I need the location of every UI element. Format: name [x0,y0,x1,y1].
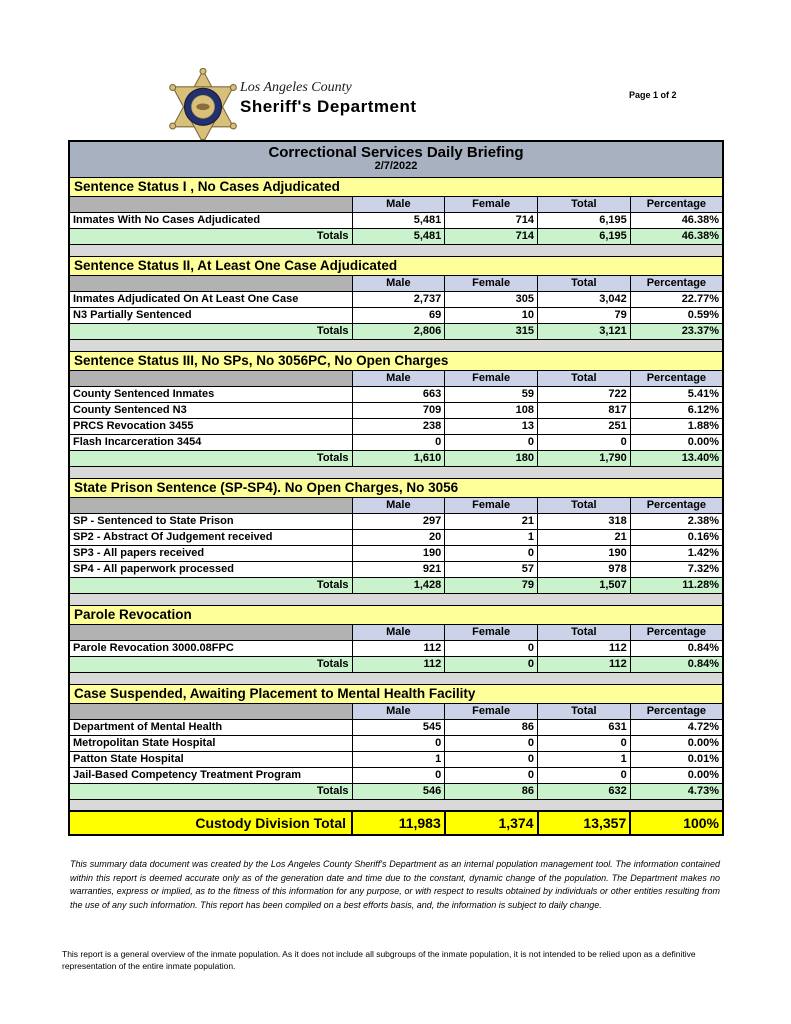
table-row [69,767,723,783]
male-value: 663 [352,386,445,402]
totals-male: 1,428 [352,577,445,593]
female-value: 10 [445,307,538,323]
disclaimer-text: This summary data document was created by the Los Angeles County Sheriff's Department as an internal population management tool. The information contained within this report is deemed accurate only as of the generation date and time due to the constant, dynamic change of the population. The Department makes no warranties, express or implied, as to the fitness of this information for any purpose, or with respect to results obtained by individuals or other entities resulting from the use of any such information. This report has been compiled on a best efforts basis, and, the information is subject to daily change. [70,859,720,910]
total-value: 0 [538,735,631,751]
sheriff-star-badge-icon [166,68,240,150]
female-value: 305 [445,291,538,307]
table-row [69,561,723,577]
section-header-row [69,605,723,624]
column-header-percentage: Percentage [630,370,723,386]
totals-label: Totals [69,656,352,672]
percentage-value: 4.72% [630,719,723,735]
total-value: 1 [538,751,631,767]
table-row [69,719,723,735]
table-row [69,418,723,434]
totals-percentage: 23.37% [630,323,723,339]
total-value: 6,195 [538,212,631,228]
table-row [69,529,723,545]
percentage-value: 1.88% [630,418,723,434]
male-value: 709 [352,402,445,418]
spacer-cell [69,672,723,684]
male-value: 0 [352,767,445,783]
table-row [69,751,723,767]
column-header-total: Total [538,196,631,212]
male-value: 190 [352,545,445,561]
column-header-percentage: Percentage [630,275,723,291]
totals-total: 1,507 [538,577,631,593]
section-spacer [69,799,723,811]
total-value: 0 [538,434,631,450]
totals-total: 112 [538,656,631,672]
percentage-value: 0.59% [630,307,723,323]
male-value: 1 [352,751,445,767]
totals-label: Totals [69,228,352,244]
female-value: 21 [445,513,538,529]
section-spacer [69,466,723,478]
totals-male: 112 [352,656,445,672]
grand-total-percentage: 100% [630,811,723,835]
table-row [69,434,723,450]
row-label: Jail-Based Competency Treatment Program [69,767,352,783]
totals-label: Totals [69,450,352,466]
section-header-row [69,351,723,370]
column-header-female: Female [445,703,538,719]
totals-label: Totals [69,323,352,339]
report-title: Correctional Services Daily Briefing [268,143,524,161]
column-header-male: Male [352,196,445,212]
grand-total-label: Custody Division Total [69,811,352,835]
percentage-value: 0.00% [630,735,723,751]
row-label: County Sentenced N3 [69,402,352,418]
percentage-value: 7.32% [630,561,723,577]
totals-total: 3,121 [538,323,631,339]
column-header-total: Total [538,703,631,719]
column-header-male: Male [352,624,445,640]
total-value: 21 [538,529,631,545]
spacer-cell [69,593,723,605]
title-bar [69,141,723,177]
grand-total-total: 13,357 [538,811,631,835]
total-value: 190 [538,545,631,561]
table-row [69,545,723,561]
male-value: 5,481 [352,212,445,228]
column-header-female: Female [445,370,538,386]
table-row [69,386,723,402]
table-row [69,402,723,418]
totals-total: 6,195 [538,228,631,244]
grand-total-male: 11,983 [352,811,445,835]
title-cell [69,141,723,177]
section-title: Case Suspended, Awaiting Placement to Mental Health Facility [69,684,723,703]
male-value: 545 [352,719,445,735]
column-header-row [69,703,723,719]
male-value: 921 [352,561,445,577]
department-name: Sheriff's Department [240,97,417,116]
grand-total-female: 1,374 [445,811,538,835]
table-row [69,291,723,307]
totals-row [69,783,723,799]
column-spacer [69,196,352,212]
section-header-row [69,256,723,275]
percentage-value: 0.00% [630,767,723,783]
row-label: SP4 - All paperwork processed [69,561,352,577]
male-value: 238 [352,418,445,434]
column-header-percentage: Percentage [630,703,723,719]
column-header-total: Total [538,624,631,640]
column-header-female: Female [445,275,538,291]
spacer-cell [69,799,723,811]
percentage-value: 0.01% [630,751,723,767]
table-row [69,307,723,323]
row-label: Metropolitan State Hospital [69,735,352,751]
male-value: 69 [352,307,445,323]
section-title: State Prison Sentence (SP-SP4). No Open Charges, No 3056 [69,478,723,497]
row-label: N3 Partially Sentenced [69,307,352,323]
totals-percentage: 13.40% [630,450,723,466]
male-value: 20 [352,529,445,545]
row-label: SP - Sentenced to State Prison [69,513,352,529]
totals-female: 79 [445,577,538,593]
totals-row [69,577,723,593]
female-value: 59 [445,386,538,402]
male-value: 0 [352,434,445,450]
daily-briefing-table [68,140,724,836]
column-header-row [69,624,723,640]
table-row [69,212,723,228]
column-spacer [69,703,352,719]
totals-row [69,656,723,672]
totals-male: 2,806 [352,323,445,339]
row-label: PRCS Revocation 3455 [69,418,352,434]
totals-row [69,323,723,339]
column-header-male: Male [352,703,445,719]
totals-percentage: 0.84% [630,656,723,672]
totals-total: 1,790 [538,450,631,466]
custody-division-total-row [69,811,723,835]
letterhead [240,80,417,117]
column-header-total: Total [538,497,631,513]
totals-row [69,228,723,244]
male-value: 0 [352,735,445,751]
page-indicator: Page 1 of 2 [629,90,677,100]
percentage-value: 46.38% [630,212,723,228]
female-value: 13 [445,418,538,434]
totals-percentage: 11.28% [630,577,723,593]
column-spacer [69,370,352,386]
male-value: 112 [352,640,445,656]
section-title: Sentence Status III, No SPs, No 3056PC, No Open Charges [69,351,723,370]
section-spacer [69,593,723,605]
spacer-cell [69,466,723,478]
column-header-total: Total [538,370,631,386]
section-title: Sentence Status I , No Cases Adjudicated [69,177,723,196]
spacer-cell [69,339,723,351]
section-header-row [69,684,723,703]
section-title: Sentence Status II, At Least One Case Adjudicated [69,256,723,275]
footnote-text: This report is a general overview of the inmate population. As it does not include all subgroups of the inmate population, it is not intended to be relied upon as a definitive representation of the entire inmate population. [62,949,696,971]
column-header-female: Female [445,497,538,513]
row-label: Flash Incarceration 3454 [69,434,352,450]
female-value: 1 [445,529,538,545]
spacer-cell [69,244,723,256]
total-value: 978 [538,561,631,577]
female-value: 0 [445,545,538,561]
female-value: 86 [445,719,538,735]
row-label: County Sentenced Inmates [69,386,352,402]
column-header-female: Female [445,196,538,212]
column-spacer [69,275,352,291]
male-value: 2,737 [352,291,445,307]
female-value: 0 [445,434,538,450]
female-value: 714 [445,212,538,228]
female-value: 0 [445,735,538,751]
column-header-percentage: Percentage [630,624,723,640]
totals-female: 315 [445,323,538,339]
percentage-value: 2.38% [630,513,723,529]
female-value: 108 [445,402,538,418]
percentage-value: 6.12% [630,402,723,418]
female-value: 0 [445,767,538,783]
column-header-percentage: Percentage [630,196,723,212]
male-value: 297 [352,513,445,529]
totals-female: 714 [445,228,538,244]
column-header-male: Male [352,275,445,291]
totals-percentage: 4.73% [630,783,723,799]
totals-total: 632 [538,783,631,799]
percentage-value: 0.16% [630,529,723,545]
row-label: Patton State Hospital [69,751,352,767]
report-date: 2/7/2022 [374,159,418,172]
row-label: Department of Mental Health [69,719,352,735]
totals-male: 1,610 [352,450,445,466]
section-spacer [69,244,723,256]
totals-label: Totals [69,577,352,593]
percentage-value: 0.00% [630,434,723,450]
column-header-percentage: Percentage [630,497,723,513]
section-spacer [69,672,723,684]
total-value: 3,042 [538,291,631,307]
column-header-female: Female [445,624,538,640]
totals-label: Totals [69,783,352,799]
row-label: Parole Revocation 3000.08FPC [69,640,352,656]
totals-female: 0 [445,656,538,672]
row-label: Inmates With No Cases Adjudicated [69,212,352,228]
column-header-row [69,275,723,291]
total-value: 251 [538,418,631,434]
percentage-value: 0.84% [630,640,723,656]
row-label: SP2 - Abstract Of Judgement received [69,529,352,545]
total-value: 318 [538,513,631,529]
column-header-male: Male [352,370,445,386]
total-value: 0 [538,767,631,783]
column-header-row [69,497,723,513]
column-header-male: Male [352,497,445,513]
female-value: 57 [445,561,538,577]
section-spacer [69,339,723,351]
column-header-row [69,196,723,212]
totals-female: 86 [445,783,538,799]
total-value: 112 [538,640,631,656]
section-header-row [69,478,723,497]
table-row [69,640,723,656]
total-value: 817 [538,402,631,418]
totals-male: 5,481 [352,228,445,244]
totals-row [69,450,723,466]
table-row [69,735,723,751]
column-spacer [69,497,352,513]
total-value: 79 [538,307,631,323]
row-label: Inmates Adjudicated On At Least One Case [69,291,352,307]
column-header-row [69,370,723,386]
percentage-value: 22.77% [630,291,723,307]
row-label: SP3 - All papers received [69,545,352,561]
female-value: 0 [445,640,538,656]
female-value: 0 [445,751,538,767]
total-value: 631 [538,719,631,735]
totals-male: 546 [352,783,445,799]
sheriff-star-badge-svg [166,68,240,150]
percentage-value: 1.42% [630,545,723,561]
county-name: Los Angeles County [240,80,352,95]
table-row [69,513,723,529]
totals-percentage: 46.38% [630,228,723,244]
column-header-total: Total [538,275,631,291]
column-spacer [69,624,352,640]
section-header-row [69,177,723,196]
totals-female: 180 [445,450,538,466]
section-title: Parole Revocation [69,605,723,624]
percentage-value: 5.41% [630,386,723,402]
total-value: 722 [538,386,631,402]
